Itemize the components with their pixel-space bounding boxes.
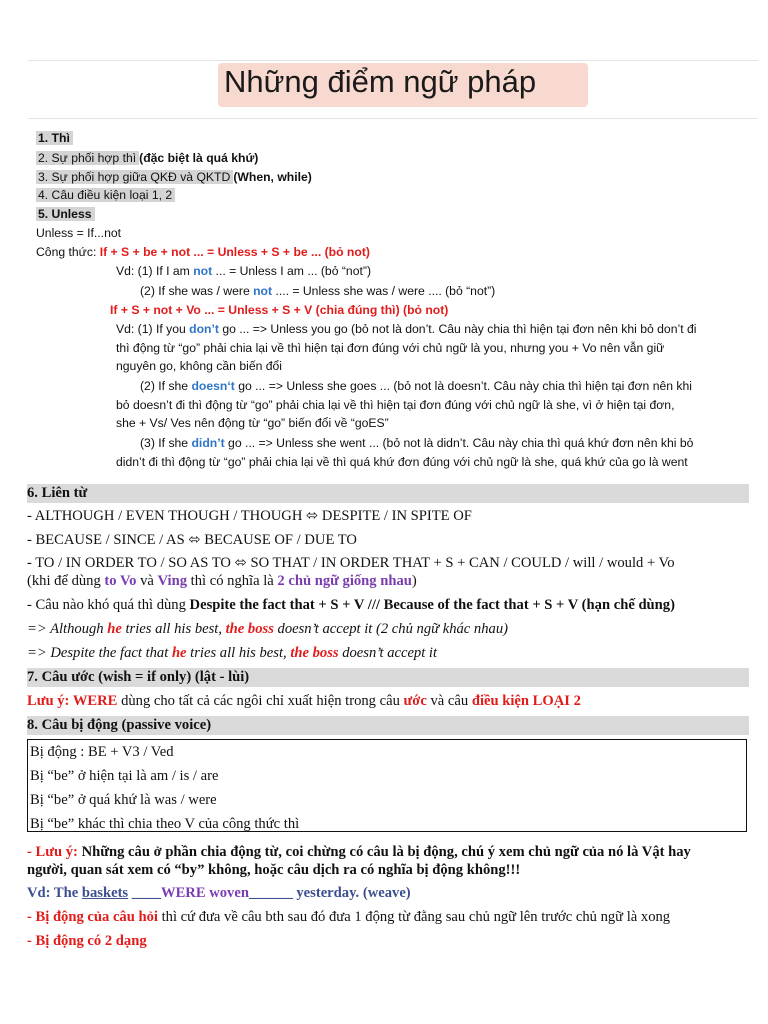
example-2-line-3: she + Vs/ Ves nên động từ “go” biến đổi về “goES” bbox=[116, 416, 389, 430]
wish-note: Lưu ý: WERE dùng cho tất cả các ngôi chỉ xuất hiện trong câu ước và câu điều kiện LOẠI 2 bbox=[27, 693, 581, 709]
item-3: 3. Sự phối hợp giữa QKĐ và QKTD (When, while) bbox=[38, 170, 312, 184]
item-2: 2. Sự phối hợp thì (đặc biệt là quá khứ) bbox=[38, 151, 259, 165]
item-5: 5. Unless bbox=[36, 206, 95, 223]
top-divider bbox=[28, 60, 758, 61]
passive-question: - Bị động của câu hỏi thì cứ đưa về câu bth sau đó đưa 1 động từ đằng sau chủ ngữ lên trước chủ ngữ là xong bbox=[27, 909, 671, 925]
passive-box-line-1: Bị động : BE + V3 / Ved bbox=[30, 744, 174, 760]
unless-definition: Unless = If...not bbox=[36, 226, 122, 240]
conj-line-2: - BECAUSE / SINCE / AS ⬄ BECAUSE OF / DUE TO bbox=[27, 532, 357, 548]
example-2-line-1: (2) If she doesn‘t go ... => Unless she goes ... (bỏ not là doesn’t. Câu này chia thì hiện tại đơn nên khi bbox=[140, 379, 693, 393]
example-1-line-2: thì động từ “go” phải chia lại về thì hiện tại đơn đúng với chủ ngữ là you, nhưng you + Vo nên vẫn giữ bbox=[116, 341, 665, 355]
passive-two-forms: - Bị động có 2 dạng bbox=[27, 933, 147, 949]
item-4: 4. Câu điều kiện loại 1, 2 bbox=[36, 187, 175, 204]
formula-1-example-2: (2) If she was / were not .... = Unless she was / were .... (bỏ “not”) bbox=[140, 284, 496, 298]
passive-box-line-2: Bị “be” ở hiện tại là am / is / are bbox=[30, 768, 219, 784]
example-1-line-1: Vd: (1) If you don’t go ... => Unless you go (bỏ not là don’t. Câu này chia thì hiện tại đơn nên khi bỏ don’t đi bbox=[116, 322, 697, 336]
title-divider bbox=[28, 118, 758, 119]
passive-tip-line-2: người, quan sát xem có “by” không, hoặc câu dịch ra có nghĩa bị động không!!! bbox=[27, 862, 521, 878]
conj-line-5: - Câu nào khó quá thì dùng Despite the fact that + S + V /// Because of the fact that + S + V (hạn chế dùng) bbox=[27, 597, 675, 613]
formula-1-example-1: Vd: (1) If I am not ... = Unless I am ... (bỏ “not”) bbox=[116, 264, 371, 278]
page-title: Những điểm ngữ pháp bbox=[224, 64, 537, 99]
passive-example: Vd: The baskets ____WERE woven______ yesterday. (weave) bbox=[27, 885, 411, 901]
example-2-line-2: bỏ doesn’t đi thì động từ “go” phải chia lại về thì hiện tại đơn đúng với chủ ngữ là she, vì ở hiện tại đơn, bbox=[116, 398, 675, 412]
conj-example-2: => Despite the fact that he tries all his best, the boss doesn’t accept it bbox=[27, 645, 438, 661]
formula-2: If + S + not + Vo ... = Unless + S + V (chia đúng thì) (bỏ not) bbox=[110, 303, 449, 317]
conj-line-3: - TO / IN ORDER TO / SO AS TO ⬄ SO THAT / IN ORDER THAT + S + CAN / COULD / will / would + Vo bbox=[27, 555, 675, 571]
passive-tip-line-1: - Lưu ý: Những câu ở phần chia động từ, coi chừng có câu là bị động, chú ý xem chủ ngữ của nó là Vật hay bbox=[27, 844, 691, 860]
formula-1: Công thức: If + S + be + not ... = Unless + S + be ... (bỏ not) bbox=[36, 245, 370, 259]
passive-box-line-3: Bị “be” ở quá khứ là was / were bbox=[30, 792, 217, 808]
conj-line-1: - ALTHOUGH / EVEN THOUGH / THOUGH ⬄ DESPITE / IN SPITE OF bbox=[27, 508, 472, 524]
conj-example-1: => Although he tries all his best, the boss doesn’t accept it (2 chủ ngữ khác nhau) bbox=[27, 621, 508, 637]
example-3-line-2: didn’t đi thì động từ “go” phải chia lại về thì quá khứ đơn đúng với chủ ngữ là she, quá khứ của go là went bbox=[116, 455, 688, 469]
example-1-line-3: nguyên go, không cần biến đổi bbox=[116, 359, 283, 373]
section-7-heading: 7. Câu ước (wish = if only) (lật - lùi) bbox=[27, 668, 749, 687]
section-8-heading: 8. Câu bị động (passive voice) bbox=[27, 716, 749, 735]
passive-box-line-4: Bị “be” khác thì chia theo V của công thức thì bbox=[30, 816, 300, 832]
section-6-heading: 6. Liên từ bbox=[27, 484, 749, 503]
item-1: 1. Thì bbox=[36, 130, 73, 147]
conj-line-4: (khi để dùng to Vo và Ving thì có nghĩa là 2 chủ ngữ giống nhau) bbox=[27, 573, 417, 589]
example-3-line-1: (3) If she didn’t go ... => Unless she went ... (bỏ not là didn’t. Câu này chia thì quá khứ đơn nên khi bỏ bbox=[140, 436, 694, 450]
